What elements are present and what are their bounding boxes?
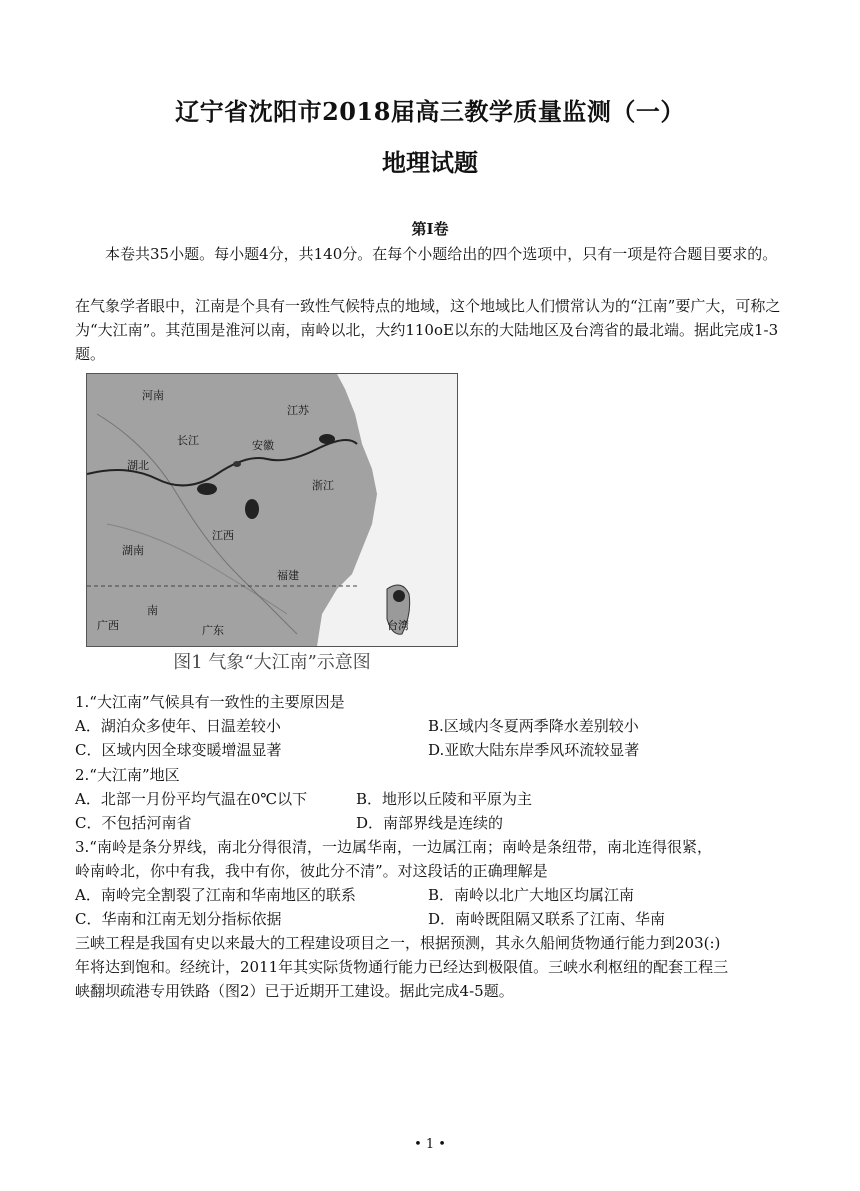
map-label-hubei: 湖北 xyxy=(127,459,149,472)
question-2-stem: 2.“大江南”地区 xyxy=(75,766,180,784)
question-2-option-a: A．北部一月份平均气温在0℃以下 xyxy=(75,790,308,808)
document-title: 辽宁省沈阳市2018届高三教学质量监测（一） xyxy=(175,97,685,126)
question-2-option-d: D．南部界线是连续的 xyxy=(356,814,504,832)
question-3-option-a: A．南岭完全割裂了江南和华南地区的联系 xyxy=(75,886,356,904)
map-figure xyxy=(86,373,458,647)
question-1-option-a: A．湖泊众多使年、日温差较小 xyxy=(75,717,281,735)
map-label-changjiang: 长江 xyxy=(177,434,199,447)
map-label-taiwan: 台湾 xyxy=(387,619,409,632)
question-3-stem-line1: 3.“南岭是条分界线，南北分得很清，一边属华南，一边属江南；南岭是条纽带，南北连得很紧， xyxy=(75,838,712,856)
map-graphic xyxy=(87,374,457,646)
context-paragraph-1: 在气象学者眼中，江南是个具有一致性气候特点的地域，这个地域比人们惯常认为的“江南”要广大，可称之为“大江南”。其范围是淮河以南，南岭以北，大约110oE以东的大陆地区及台湾省的最北端。据此完成1-3题。 xyxy=(75,297,781,363)
question-1-option-b: B.区域内冬夏两季降水差别较小 xyxy=(428,717,639,735)
question-3-option-c: C．华南和江南无划分指标依据 xyxy=(75,910,282,928)
map-label-jiangsu: 江苏 xyxy=(287,404,309,417)
question-3-option-b: B．南岭以北广大地区均属江南 xyxy=(428,886,635,904)
section-heading: 第Ⅰ卷 xyxy=(411,220,449,238)
question-3-option-d: D．南岭既阻隔又联系了江南、华南 xyxy=(428,910,666,928)
map-label-jiangxi: 江西 xyxy=(212,529,234,542)
map-label-zhejiang: 浙江 xyxy=(312,479,334,492)
question-1-stem: 1.“大江南”气候具有一致性的主要原因是 xyxy=(75,693,345,711)
question-3-stem-line2: 岭南岭北，你中有我，我中有你，彼此分不清”。对这段话的正确理解是 xyxy=(75,862,548,880)
page-number: • 1 • xyxy=(414,1137,446,1152)
instructions-paragraph: 本卷共35小题。每小题4分，共140分。在每个小题给出的四个选项中，只有一项是符合题目要求的。 xyxy=(105,245,778,263)
figure-caption: 图1 气象“大江南”示意图 xyxy=(173,652,371,673)
document-subtitle: 地理试题 xyxy=(382,148,478,177)
map-label-hunan: 湖南 xyxy=(122,544,144,557)
map-label-guangxi: 广西 xyxy=(97,619,119,632)
question-2-option-b: B．地形以丘陵和平原为主 xyxy=(356,790,533,808)
context-paragraph-2-line3: 峡翻坝疏港专用铁路（图2）已于近期开工建设。据此完成4-5题。 xyxy=(75,982,514,1000)
map-label-guangdong: 广东 xyxy=(202,624,224,637)
map-label-anhui: 安徽 xyxy=(252,439,274,452)
question-1-option-c: C．区域内因全球变暖增温显著 xyxy=(75,741,282,759)
context-paragraph-2-line1: 三峡工程是我国有史以来最大的工程建设项目之一，根据预测，其永久船闸货物通行能力到203(:) xyxy=(75,934,721,952)
map-label-fujian: 福建 xyxy=(277,569,299,582)
question-1-option-d: D.亚欧大陆东岸季风环流较显著 xyxy=(428,741,640,759)
context-paragraph-2-line2: 年将达到饱和。经统计，2011年其实际货物通行能力已经达到极限值。三峡水利枢纽的配套工程三 xyxy=(75,958,729,976)
question-2-option-c: C．不包括河南省 xyxy=(75,814,192,832)
map-label-henan: 河南 xyxy=(142,389,164,402)
map-label-nan: 南 xyxy=(147,604,158,617)
